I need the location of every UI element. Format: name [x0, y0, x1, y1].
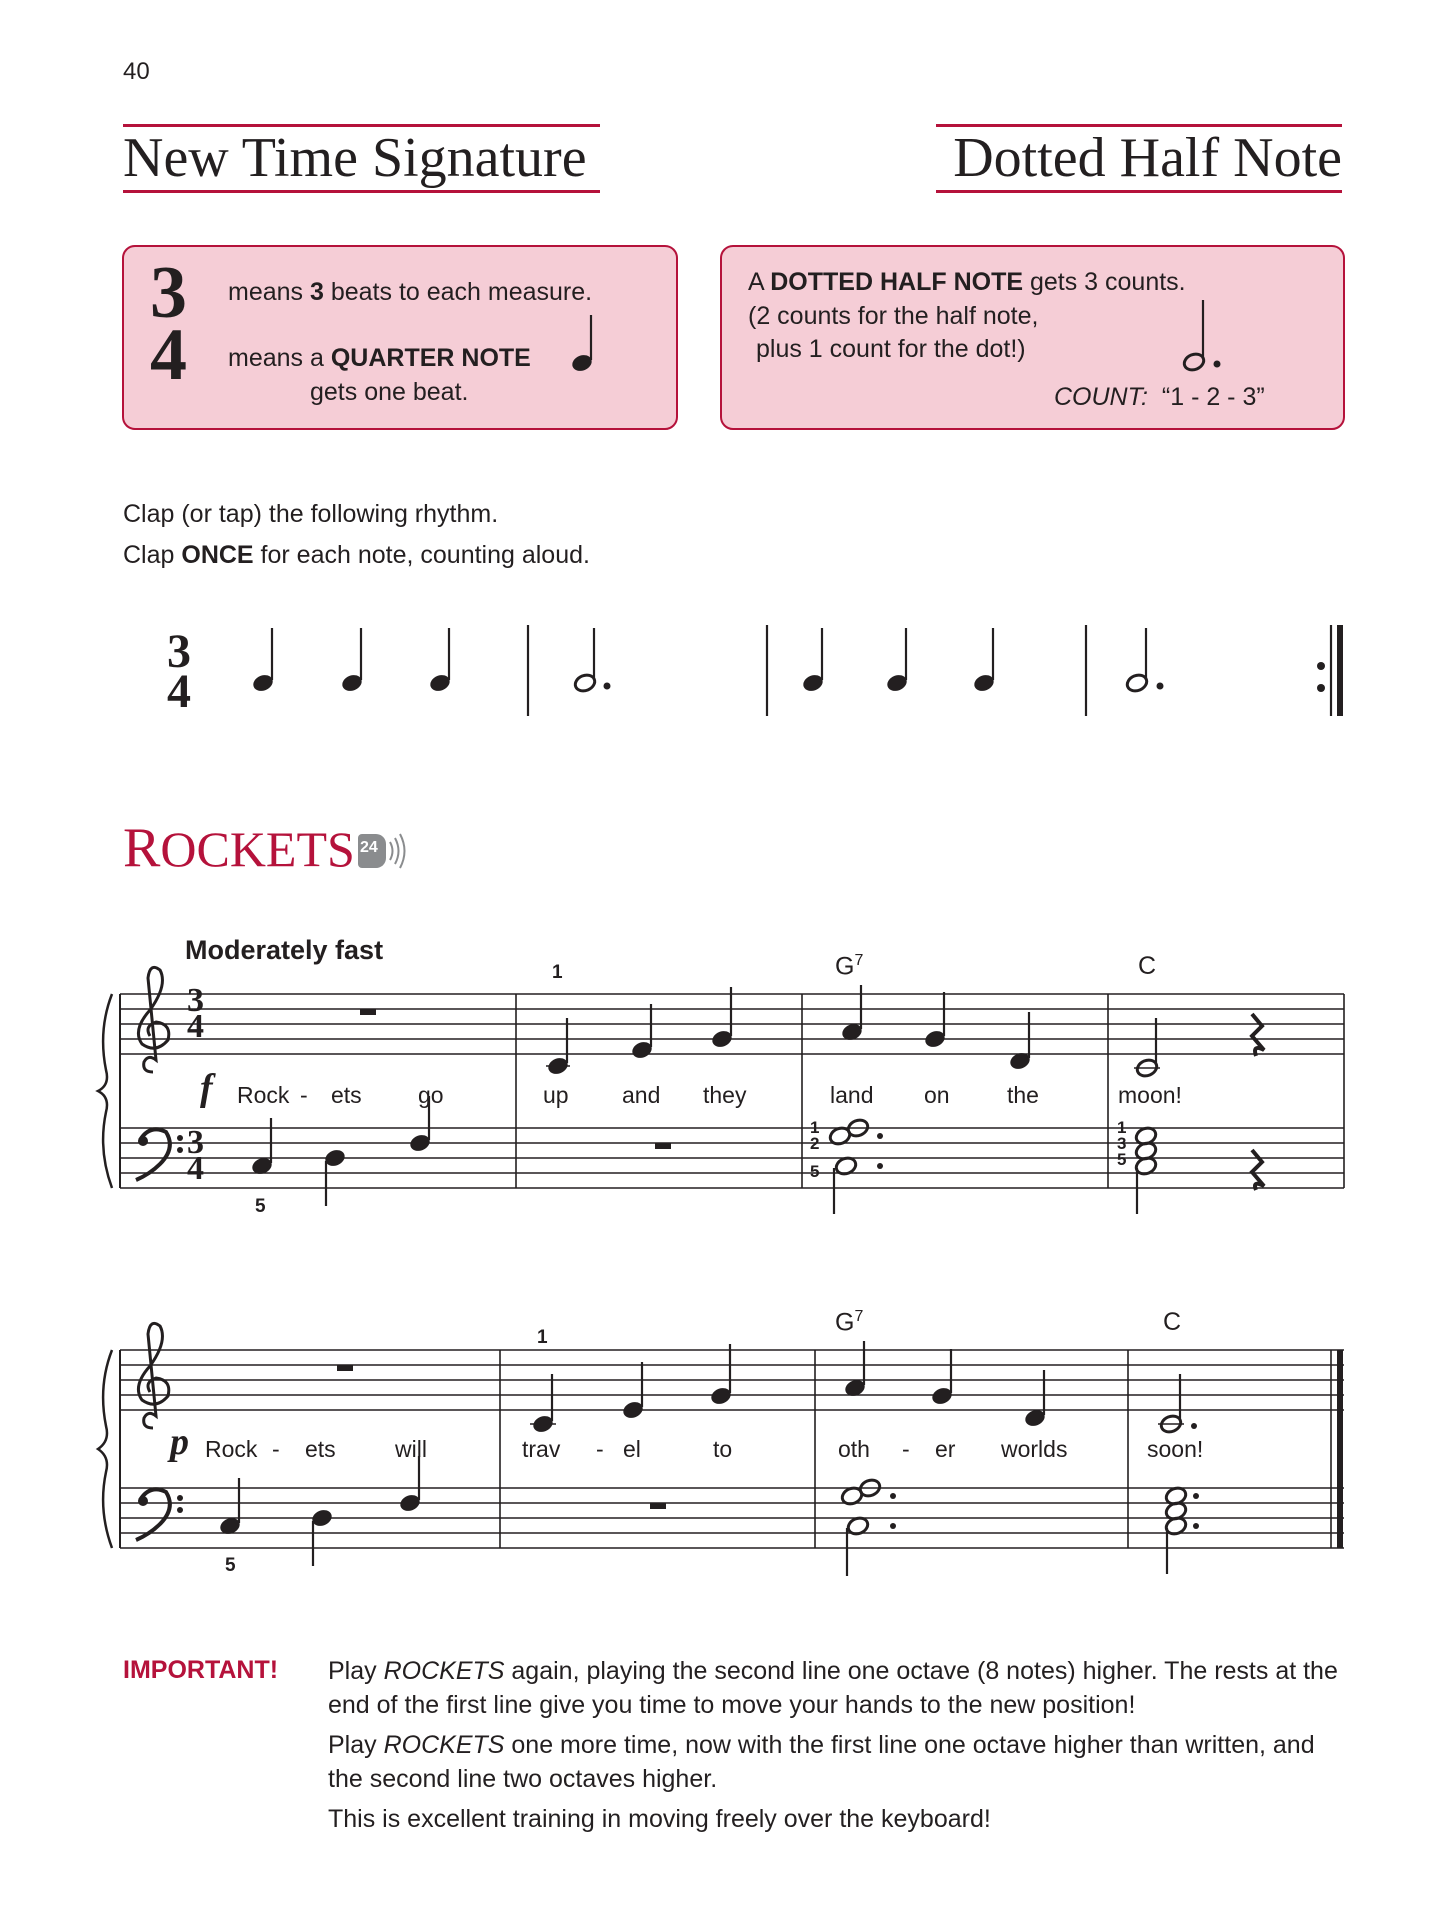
page-number: 40 — [123, 58, 150, 85]
instruction-line1: Clap (or tap) the following rhythm. — [123, 500, 499, 528]
lh-c-finger-3: 3 — [1117, 1134, 1127, 1153]
important-paragraph-2: Play ROCKETS one more time, now with the first line one octave higher than written, and the second line two octaves higher. — [328, 1731, 1315, 1793]
important-label: IMPORTANT! — [123, 1656, 279, 1684]
rhythm-time-sig-top: 3 — [167, 625, 191, 678]
lyric: up — [543, 1082, 569, 1108]
lyric: er — [935, 1436, 956, 1462]
lyric: to — [713, 1436, 733, 1462]
lyric: moon! — [1118, 1082, 1182, 1108]
lh-c-finger-5: 5 — [1117, 1150, 1127, 1169]
rh-finger-system1: 1 — [552, 962, 563, 983]
lyric: land — [830, 1082, 874, 1108]
lyric: on — [924, 1082, 950, 1108]
treble-time-sig-top: 3 — [187, 982, 204, 1019]
lyric: and — [622, 1082, 661, 1108]
instruction-line2: Clap ONCE for each note, counting aloud. — [123, 541, 590, 569]
lyric: worlds — [1001, 1436, 1068, 1462]
lh-c-finger-1: 1 — [1117, 1118, 1127, 1137]
dynamic-piano: p — [170, 1421, 189, 1463]
dotted-box-count: COUNT: “1 - 2 - 3” — [1054, 383, 1265, 411]
lyric: - — [902, 1436, 910, 1462]
lyric: the — [1007, 1082, 1039, 1108]
lyric: soon! — [1147, 1436, 1204, 1462]
song-title: ROCKETS — [123, 817, 355, 879]
chord-g7-system1: $G^7$ — [835, 952, 864, 981]
important-paragraph-1: Play ROCKETS again, playing the second line one octave (8 notes) higher. The rests at the end of the first line give you time to move your hands to the new position! — [328, 1657, 1338, 1719]
lyric: ets — [331, 1082, 362, 1108]
box-line-gets-one-beat: gets one beat. — [310, 378, 469, 406]
heading-dotted-half-note: Dotted Half Note — [953, 127, 1342, 189]
lyric: - — [272, 1436, 280, 1462]
lyric: oth — [838, 1436, 870, 1462]
lh-g7-finger-2: 2 — [810, 1134, 820, 1153]
rhythm-line — [251, 625, 1340, 716]
lyric: ets — [305, 1436, 336, 1462]
tempo-marking: Moderately fast — [185, 935, 384, 965]
bass-time-sig-bottom: 4 — [187, 1150, 204, 1187]
system-1 — [98, 967, 1344, 1214]
lyric: Rock — [205, 1436, 258, 1462]
dynamic-forte: f — [200, 1067, 213, 1109]
lyric: go — [418, 1082, 444, 1108]
box-time-sig-bottom: 4 — [150, 314, 187, 396]
dotted-box-line3: plus 1 count for the dot!) — [756, 335, 1026, 363]
lyric: - — [596, 1436, 604, 1462]
treble-time-sig-bottom: 4 — [187, 1008, 204, 1045]
box-time-sig-top: 3 — [150, 252, 187, 334]
quarter-note-icon — [570, 315, 594, 374]
box-line-beats: means 3 beats to each measure. — [228, 278, 593, 306]
dotted-box-line1: A DOTTED HALF NOTE gets 3 counts. — [748, 268, 1186, 296]
lh-finger-system2: 5 — [225, 1555, 236, 1576]
important-paragraph-3: This is excellent training in moving freely over the keyboard! — [328, 1805, 991, 1833]
chord-g7-system2: $G^7$ — [835, 1308, 864, 1337]
track-number: 24 — [360, 839, 378, 856]
bass-time-sig-top: 3 — [187, 1124, 204, 1161]
box-line-quarter: means a QUARTER NOTE — [228, 344, 531, 372]
lh-g7-finger-5: 5 — [810, 1162, 820, 1181]
system-2 — [98, 1323, 1344, 1576]
lyric: they — [703, 1082, 747, 1108]
lh-g7-finger-1: 1 — [810, 1118, 820, 1137]
dotted-half-note-icon — [1182, 300, 1221, 373]
lyric: - — [300, 1082, 308, 1108]
heading-new-time-signature: New Time Signature — [123, 127, 587, 189]
lyric: el — [623, 1436, 641, 1462]
lyric: trav — [522, 1436, 561, 1462]
dotted-box-line2: (2 counts for the half note, — [748, 302, 1039, 330]
chord-c-system2: C — [1163, 1308, 1182, 1336]
lh-finger-system1: 5 — [255, 1196, 266, 1217]
lyric: will — [395, 1436, 427, 1462]
rhythm-time-sig-bottom: 4 — [167, 665, 191, 718]
lyric: Rock — [237, 1082, 290, 1108]
rh-finger-system2: 1 — [537, 1327, 548, 1348]
chord-c-system1: C — [1138, 952, 1157, 980]
